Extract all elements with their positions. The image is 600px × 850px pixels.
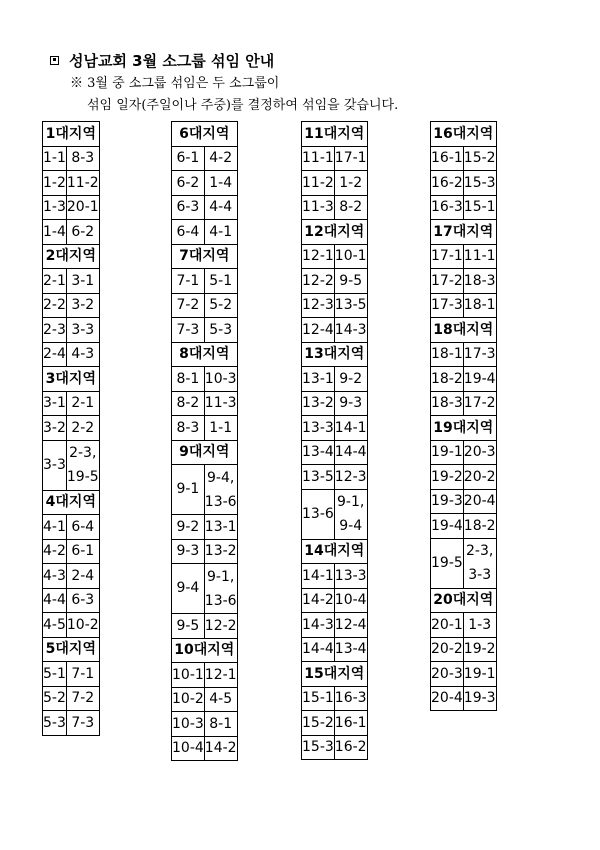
paired-group-cell: 4-1: [204, 220, 237, 245]
pairing-row: [43, 342, 100, 367]
district-header-row: [172, 638, 238, 663]
paired-group-line: 13-6: [204, 493, 237, 510]
district-header-row: [302, 662, 368, 687]
paired-group-cell: 6-2: [66, 220, 99, 245]
paired-group-line: 19-5: [66, 469, 99, 485]
group-cell: 18-3: [431, 391, 464, 416]
district-column-table: [430, 121, 497, 711]
pairing-row: [172, 220, 238, 245]
pairing-row: [302, 735, 368, 760]
pairing-row: [431, 514, 497, 539]
pairing-row: [43, 539, 100, 564]
group-cell: 15-2: [302, 711, 335, 736]
pairing-row: [43, 318, 100, 343]
pairing-row: [302, 613, 368, 638]
paired-group-cell: 16-1: [334, 711, 367, 736]
pairing-row: [172, 539, 238, 564]
pairing-row: [43, 220, 100, 245]
pairing-row: [431, 637, 497, 662]
group-cell: 17-1: [431, 244, 464, 269]
group-cell: 1-3: [43, 195, 67, 220]
district-header-row: [172, 244, 238, 269]
paired-group-line: 2-3,: [69, 445, 97, 461]
group-cell: 14-2: [302, 588, 335, 613]
group-cell: 13-5: [302, 465, 335, 490]
group-cell: 8-1: [172, 367, 205, 392]
group-cell: 10-3: [172, 712, 205, 737]
paired-group-cell: 17-2: [463, 391, 496, 416]
pairing-row: [43, 588, 100, 613]
group-cell: 12-2: [302, 269, 335, 294]
district-header-row: [43, 244, 100, 269]
pairing-row: [431, 662, 497, 687]
pairing-row: [302, 489, 368, 539]
district-header: 19대지역: [431, 416, 497, 441]
paired-group-cell: 18-3: [463, 269, 496, 294]
paired-group-cell: 3-1: [66, 269, 99, 294]
group-cell: 9-5: [172, 614, 205, 639]
group-cell: 14-4: [302, 637, 335, 662]
paired-group-cell: 3-3: [66, 318, 99, 343]
district-header: 12대지역: [302, 220, 368, 245]
pairing-row: [172, 171, 238, 196]
group-cell: 1-1: [43, 146, 67, 171]
pairing-row: [431, 367, 497, 392]
paired-group-cell: 7-2: [66, 686, 99, 711]
pairing-row: [302, 637, 368, 662]
pairing-row: [172, 391, 238, 416]
paired-group-line: 2-3,: [466, 543, 494, 559]
district-column: [42, 121, 100, 736]
district-header-row: [302, 220, 368, 245]
paired-group-cell: 15-3: [463, 171, 496, 196]
district-header: 5대지역: [43, 637, 100, 662]
district-header: 11대지역: [302, 122, 368, 147]
paired-group-cell: 1-3: [463, 613, 496, 638]
paired-group-cell: 11-2: [66, 171, 99, 196]
paired-group-cell: 18-1: [463, 293, 496, 318]
pairing-row: [43, 662, 100, 687]
group-cell: 15-1: [302, 686, 335, 711]
paired-group-cell: 16-2: [334, 735, 367, 760]
pairing-row: [302, 686, 368, 711]
group-cell: 5-3: [43, 711, 67, 736]
group-cell: 19-1: [431, 440, 464, 465]
paired-group-cell: 9-5: [334, 269, 367, 294]
paired-group-cell: [334, 489, 367, 539]
paired-group-cell: 20-4: [463, 489, 496, 514]
paired-group-line: 13-6: [204, 592, 237, 609]
district-header-row: [43, 490, 100, 515]
group-cell: 17-2: [431, 269, 464, 294]
pairing-row: [302, 269, 368, 294]
group-cell: 19-5: [431, 538, 464, 588]
group-cell: 20-3: [431, 662, 464, 687]
pairing-row: [431, 538, 497, 588]
pairing-row: [172, 367, 238, 392]
district-header: 8대지역: [172, 342, 238, 367]
group-cell: 4-5: [43, 613, 67, 638]
note-line-2: 섞임 일자(주일이나 주중)를 결정하여 섞임을 갖습니다.: [87, 98, 399, 113]
pairing-row: [302, 391, 368, 416]
pairing-row: [302, 367, 368, 392]
paired-group-cell: 6-1: [66, 539, 99, 564]
district-header-row: [302, 122, 368, 147]
district-header-row: [43, 637, 100, 662]
pairing-row: [43, 515, 100, 540]
group-cell: 20-2: [431, 637, 464, 662]
pairing-row: [431, 342, 497, 367]
pairing-row: [43, 440, 100, 490]
group-cell: 12-4: [302, 318, 335, 343]
paired-group-cell: 13-1: [204, 515, 237, 540]
pairing-row: [43, 613, 100, 638]
pairing-row: [302, 171, 368, 196]
group-cell: 13-6: [302, 489, 335, 539]
pairing-row: [43, 391, 100, 416]
pairing-row: [172, 614, 238, 639]
group-cell: 16-1: [431, 146, 464, 171]
district-header: 7대지역: [172, 244, 238, 269]
note-line-1: ※ 3월 중 소그룹 섞임은 두 소그룹이: [70, 76, 280, 91]
paired-group-cell: 13-2: [204, 539, 237, 564]
district-header: 15대지역: [302, 662, 368, 687]
paired-group-cell: 15-1: [463, 195, 496, 220]
pairing-row: [43, 146, 100, 171]
paired-group-cell: 17-3: [463, 342, 496, 367]
group-cell: 2-2: [43, 293, 67, 318]
paired-group-cell: 8-1: [204, 712, 237, 737]
paired-group-cell: 14-4: [334, 440, 367, 465]
district-header-row: [172, 342, 238, 367]
paired-group-cell: 5-2: [204, 293, 237, 318]
district-header-row: [172, 440, 238, 465]
district-header: 4대지역: [43, 490, 100, 515]
pairing-row: [172, 195, 238, 220]
pairing-row: [302, 416, 368, 441]
pairing-row: [172, 736, 238, 761]
group-cell: 5-1: [43, 662, 67, 687]
pairing-row: [43, 564, 100, 589]
group-cell: 19-2: [431, 465, 464, 490]
group-cell: 12-3: [302, 293, 335, 318]
group-cell: 10-1: [172, 663, 205, 688]
group-cell: 13-3: [302, 416, 335, 441]
group-cell: 19-3: [431, 489, 464, 514]
paired-group-cell: 13-4: [334, 637, 367, 662]
pairing-row: [172, 416, 238, 441]
paired-group-line: 9-4,: [207, 469, 235, 486]
group-cell: 10-4: [172, 736, 205, 761]
district-column: [301, 121, 368, 760]
paired-group-cell: 7-1: [66, 662, 99, 687]
pairing-row: [302, 711, 368, 736]
pairing-row: [302, 195, 368, 220]
pairing-row: [43, 686, 100, 711]
paired-group-cell: 19-4: [463, 367, 496, 392]
paired-group-cell: 4-5: [204, 687, 237, 712]
district-header: 20대지역: [431, 588, 497, 613]
district-header: 18대지역: [431, 318, 497, 343]
group-cell: 4-3: [43, 564, 67, 589]
district-header: 1대지역: [43, 122, 100, 147]
district-header: 14대지역: [302, 539, 368, 564]
group-cell: 13-2: [302, 391, 335, 416]
paired-group-line: 9-1,: [207, 568, 235, 585]
district-header: 2대지역: [43, 244, 100, 269]
group-cell: 14-1: [302, 564, 335, 589]
pairing-row: [172, 687, 238, 712]
district-column-table: [42, 121, 100, 736]
pairing-row: [172, 515, 238, 540]
pairing-row: [172, 663, 238, 688]
group-cell: 1-2: [43, 171, 67, 196]
paired-group-cell: 4-3: [66, 342, 99, 367]
paired-group-cell: 6-3: [66, 588, 99, 613]
pairing-row: [302, 465, 368, 490]
group-cell: 7-3: [172, 318, 205, 343]
paired-group-cell: 5-1: [204, 269, 237, 294]
pairing-row: [431, 489, 497, 514]
pairing-row: [172, 465, 238, 515]
paired-group-cell: 15-2: [463, 146, 496, 171]
pairing-row: [302, 440, 368, 465]
paired-group-cell: [204, 564, 237, 614]
district-header-row: [172, 122, 238, 147]
paired-group-cell: 6-4: [66, 515, 99, 540]
paired-group-cell: 12-2: [204, 614, 237, 639]
district-header-row: [302, 342, 368, 367]
group-cell: 13-4: [302, 440, 335, 465]
group-cell: 20-1: [431, 613, 464, 638]
group-cell: 2-3: [43, 318, 67, 343]
paired-group-cell: 12-3: [334, 465, 367, 490]
pairing-row: [172, 318, 238, 343]
paired-group-cell: 20-2: [463, 465, 496, 490]
group-cell: 18-2: [431, 367, 464, 392]
paired-group-cell: 14-2: [204, 736, 237, 761]
paired-group-cell: 9-2: [334, 367, 367, 392]
paired-group-cell: 10-1: [334, 244, 367, 269]
group-cell: 9-2: [172, 515, 205, 540]
group-cell: 8-2: [172, 391, 205, 416]
group-cell: 9-4: [172, 564, 205, 614]
district-column-table: [301, 121, 368, 760]
pairing-row: [302, 244, 368, 269]
paired-group-cell: 14-3: [334, 318, 367, 343]
paired-group-cell: [204, 465, 237, 515]
district-header-row: [302, 539, 368, 564]
pairing-row: [43, 711, 100, 736]
district-column-table: [171, 121, 238, 761]
paired-group-cell: 12-4: [334, 613, 367, 638]
paired-group-cell: 10-4: [334, 588, 367, 613]
pairing-row: [172, 712, 238, 737]
paired-group-cell: 2-4: [66, 564, 99, 589]
group-cell: 4-1: [43, 515, 67, 540]
paired-group-cell: 11-1: [463, 244, 496, 269]
group-cell: 2-1: [43, 269, 67, 294]
paired-group-cell: 19-3: [463, 686, 496, 711]
pairing-row: [43, 269, 100, 294]
district-header-row: [431, 220, 497, 245]
group-cell: 12-1: [302, 244, 335, 269]
group-cell: 4-2: [43, 539, 67, 564]
group-cell: 2-4: [43, 342, 67, 367]
paired-group-cell: 3-2: [66, 293, 99, 318]
pairing-row: [431, 171, 497, 196]
group-cell: 3-1: [43, 391, 67, 416]
group-cell: 11-3: [302, 195, 335, 220]
pairing-row: [43, 195, 100, 220]
paired-group-cell: [463, 538, 496, 588]
district-header-row: [431, 416, 497, 441]
group-cell: 17-3: [431, 293, 464, 318]
pairing-row: [431, 613, 497, 638]
pairing-row: [302, 564, 368, 589]
district-column: [171, 121, 238, 761]
group-cell: 6-4: [172, 220, 205, 245]
district-column: [430, 121, 497, 711]
district-header-row: [431, 318, 497, 343]
paired-group-cell: 1-4: [204, 171, 237, 196]
pairing-row: [302, 293, 368, 318]
paired-group-line: 9-4: [339, 518, 363, 534]
pairing-row: [172, 269, 238, 294]
district-header: 6대지역: [172, 122, 238, 147]
group-cell: 7-1: [172, 269, 205, 294]
square-bullet-icon: [50, 56, 59, 65]
pairing-row: [43, 171, 100, 196]
pairing-row: [431, 440, 497, 465]
paired-group-cell: 13-5: [334, 293, 367, 318]
paired-group-cell: 1-2: [334, 171, 367, 196]
pairing-row: [431, 244, 497, 269]
group-cell: 19-4: [431, 514, 464, 539]
group-cell: 3-2: [43, 416, 67, 441]
paired-group-cell: 5-3: [204, 318, 237, 343]
group-cell: 10-2: [172, 687, 205, 712]
paired-group-cell: 9-3: [334, 391, 367, 416]
group-cell: 14-3: [302, 613, 335, 638]
pairing-row: [172, 564, 238, 614]
paired-group-cell: 11-3: [204, 391, 237, 416]
group-cell: 1-4: [43, 220, 67, 245]
group-cell: 5-2: [43, 686, 67, 711]
group-cell: 4-4: [43, 588, 67, 613]
district-header: 9대지역: [172, 440, 238, 465]
paired-group-cell: 10-2: [66, 613, 99, 638]
paired-group-cell: 4-2: [204, 146, 237, 171]
pairing-row: [43, 416, 100, 441]
district-header-row: [431, 122, 497, 147]
group-cell: 9-3: [172, 539, 205, 564]
paired-group-cell: 20-3: [463, 440, 496, 465]
pairing-row: [431, 293, 497, 318]
paired-group-cell: 8-2: [334, 195, 367, 220]
pairing-row: [302, 588, 368, 613]
paired-group-line: 9-1,: [337, 494, 365, 510]
paired-group-cell: 4-4: [204, 195, 237, 220]
paired-group-cell: 2-1: [66, 391, 99, 416]
group-cell: 15-3: [302, 735, 335, 760]
document-header: [50, 50, 570, 113]
pairing-row: [302, 318, 368, 343]
pairing-row: [302, 146, 368, 171]
paired-group-cell: 13-3: [334, 564, 367, 589]
paired-group-cell: 20-1: [66, 195, 99, 220]
paired-group-cell: 16-3: [334, 686, 367, 711]
pairing-row: [431, 686, 497, 711]
district-header: 16대지역: [431, 122, 497, 147]
paired-group-cell: 8-3: [66, 146, 99, 171]
group-cell: 6-1: [172, 146, 205, 171]
paired-group-cell: 12-1: [204, 663, 237, 688]
pairing-row: [431, 465, 497, 490]
group-cell: 13-1: [302, 367, 335, 392]
pairing-row: [431, 269, 497, 294]
district-header-row: [43, 367, 100, 392]
group-cell: 18-1: [431, 342, 464, 367]
paired-group-cell: [66, 440, 99, 490]
group-cell: 7-2: [172, 293, 205, 318]
paired-group-cell: 1-1: [204, 416, 237, 441]
pairing-row: [172, 146, 238, 171]
paired-group-cell: 18-2: [463, 514, 496, 539]
paired-group-cell: 19-2: [463, 637, 496, 662]
group-cell: 11-1: [302, 146, 335, 171]
district-header: 13대지역: [302, 342, 368, 367]
group-cell: 8-3: [172, 416, 205, 441]
group-cell: 16-2: [431, 171, 464, 196]
paired-group-cell: 17-1: [334, 146, 367, 171]
group-cell: 9-1: [172, 465, 205, 515]
group-cell: 3-3: [43, 440, 67, 490]
pairing-row: [43, 293, 100, 318]
paired-group-cell: 19-1: [463, 662, 496, 687]
district-header: 3대지역: [43, 367, 100, 392]
group-cell: 6-2: [172, 171, 205, 196]
group-cell: 11-2: [302, 171, 335, 196]
district-header: 17대지역: [431, 220, 497, 245]
pairing-row: [431, 146, 497, 171]
district-header-row: [43, 122, 100, 147]
pairing-row: [431, 391, 497, 416]
group-cell: 20-4: [431, 686, 464, 711]
group-cell: 16-3: [431, 195, 464, 220]
paired-group-line: 3-3: [468, 567, 492, 583]
group-cell: 6-3: [172, 195, 205, 220]
district-header-row: [431, 588, 497, 613]
page-title: 성남교회 3월 소그룹 섞임 안내: [69, 51, 275, 70]
district-header: 10대지역: [172, 638, 238, 663]
paired-group-cell: 10-3: [204, 367, 237, 392]
paired-group-cell: 2-2: [66, 416, 99, 441]
pairing-row: [431, 195, 497, 220]
paired-group-cell: 14-1: [334, 416, 367, 441]
pairing-row: [172, 293, 238, 318]
paired-group-cell: 7-3: [66, 711, 99, 736]
title-line: [50, 50, 570, 70]
